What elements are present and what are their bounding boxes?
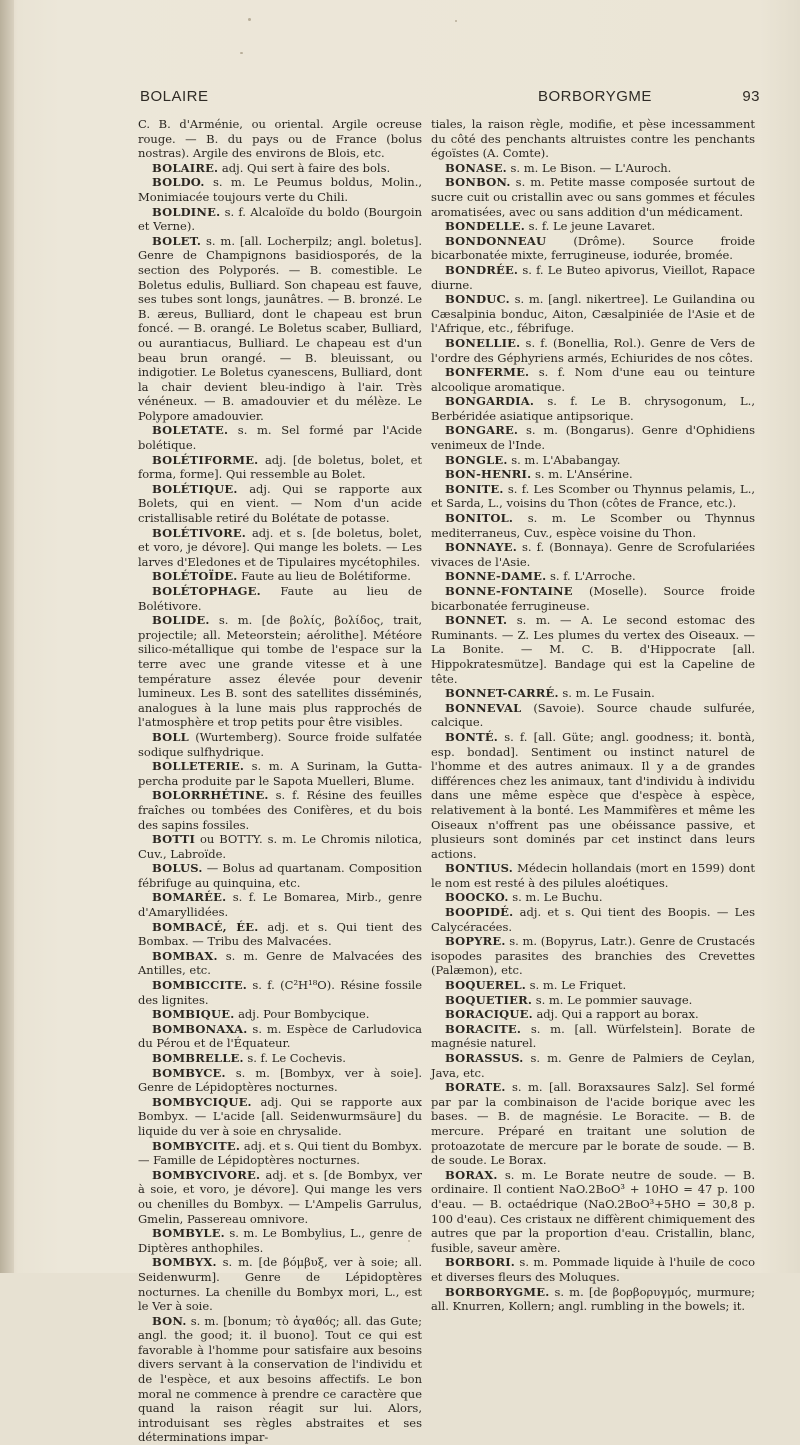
entry-headword: BONELLIE. (445, 335, 521, 350)
entry-definition: s. m. Le Buchu. (512, 890, 603, 905)
left-column (138, 117, 422, 1445)
entry-definition: (Wurtemberg). Source froide sulfatée sodique sulfhydrique. (138, 729, 422, 759)
entry-headword: BOLAIRE. (152, 160, 219, 175)
dictionary-entry (431, 117, 755, 161)
entry-definition: s. m. [angl. nikertree]. Le Guilandina ou Cæsalpinia bonduc, Aiton, Cæsalpiniée de l'Asie et de l'Afrique, etc., fébrifuge. (431, 292, 756, 336)
entry-headword: BONNE-DAME. (445, 569, 547, 584)
book-spine-shadow (0, 0, 14, 1273)
entry-definition: adj. Qui se rapporte aux Bombyx. — L'acide [all. Seidenwurmsäure] du liquide du ver à soie en chrysalide. (138, 1094, 422, 1138)
entry-headword: BONTÉ. (445, 729, 498, 744)
entry-definition: s. m. Le Friquet. (529, 978, 627, 993)
entry-headword: BOTTI (152, 832, 196, 847)
entry-headword: BOLLETERIE. (152, 759, 245, 774)
entry-headword: BONASE. (445, 160, 507, 175)
entry-definition: adj. Pour Bombycique. (238, 1007, 370, 1022)
entry-definition: s. m. Le Bison. — L'Auroch. (510, 160, 672, 175)
entry-definition: s. f. Le Cochevis. (247, 1051, 346, 1065)
dictionary-entry (431, 993, 755, 1008)
entry-definition: adj. Qui a rapport au borax. (536, 1007, 699, 1022)
entry-headword: BOMBYCE. (152, 1065, 226, 1080)
entry-headword: BONNEVAL (445, 700, 522, 715)
dictionary-entry (138, 730, 422, 759)
header-left-guideword: BOLAIRE (140, 88, 209, 105)
entry-definition: tiales, la raison règle, modifie, et pèse incessamment du côté des penchants altruistes contre les penchants égoïstes (A. Comte). (431, 117, 755, 161)
entry-headword: BORBORI. (445, 1255, 515, 1270)
entry-definition: s. f. Alcaloïde du boldo (Bourgoin et Verne). (138, 204, 422, 234)
entry-headword: BONDRÉE. (445, 262, 519, 277)
entry-definition: s. m. Espèce de Carludovica du Pérou et de l'Équateur. (138, 1021, 422, 1051)
dictionary-entry (138, 949, 422, 978)
entry-definition: s. m. Genre de Malvacées des Antilles, etc. (138, 948, 423, 978)
entry-definition: s. m. [all. Locherpilz; angl. boletus]. Genre de Champignons basidiosporés, de la section des Polyporés. — B. comestible. Le Boletus edulis, Bulliard. Son chapeau est fauve, ses tubes sont longs, jaunâtres. — B. bronzé. Le B. æreus, Bulliard, dont le chapeau est brun foncé. — B. orangé. Le Boletus scaber, Bulliard, ou aurantiacus, Bulliard. Le chapeau est d'un beau brun orangé. — B. bleuissant, ou indigotier. Le Boletus cyanescens, Bulliard, dont la chair devient bleu-indigo à l'air. Très vénéneux. — B. amadouvier et du mélèze. Le Polypore amadouvier. (138, 233, 422, 423)
dictionary-entry (138, 117, 422, 161)
entry-headword: BOMBYCITE. (152, 1138, 241, 1153)
dictionary-entry (431, 511, 755, 540)
entry-headword: BONNET. (445, 613, 508, 628)
dictionary-entry (431, 453, 755, 468)
page-number: 93 (742, 88, 760, 105)
dictionary-entry (431, 934, 755, 978)
entry-headword: BONNE-FONTAINE (445, 584, 573, 598)
dictionary-entry (431, 365, 755, 394)
dictionary-entry (431, 336, 755, 365)
entry-headword: BOLETATE. (152, 423, 229, 438)
entry-definition: Faute au lieu de Bolétiforme. (241, 569, 411, 584)
entry-definition: s. f. [all. Güte; angl. goodness; it. bontà, esp. bondad]. Sentiment ou instinct naturel de l'homme et des autres animaux. Il y a de grandes différences chez les animaux, tant d'individu à individu dans une même espèce que d'espèce à espèce, relativement à la bonté. Les Mammifères et même les Oiseaux n'offrent pas une obéissance passive, et plusieurs sont dominés par cet instinct dans leurs actions. (431, 729, 755, 861)
entry-definition: s. m. L'Ansérine. (534, 467, 633, 482)
entry-definition: Faute au lieu de Bolétivore. (138, 584, 422, 613)
dictionary-entry (431, 175, 755, 219)
entry-definition: s. m. Sel formé par l'Acide bolétique. (138, 423, 422, 453)
entry-headword: BORASSUS. (445, 1051, 524, 1065)
entry-headword: BORACIQUE. (445, 1007, 533, 1022)
dictionary-entry (138, 1051, 422, 1066)
entry-definition: s. m. Le Fusain. (562, 686, 655, 701)
dictionary-entry (431, 569, 755, 584)
entry-definition: s. m. Le Bombylius, L., genre de Diptères anthophiles. (138, 1226, 422, 1255)
dictionary-entry (431, 1051, 755, 1080)
entry-headword: BOMBYLE. (152, 1226, 225, 1241)
entry-definition: adj. Qui se rapporte aux Bolets, qui en vient. — Nom d'un acide cristallisable retiré du Bolétate de potasse. (138, 481, 422, 526)
entry-headword: BOMBYCIVORE. (152, 1167, 261, 1182)
entry-headword: BOMBRELLE. (152, 1051, 244, 1065)
entry-headword: BONNAYE. (445, 540, 517, 555)
entry-headword: BOPYRE. (445, 934, 506, 949)
entry-definition: adj. et s. Qui tient du Bombyx. — Famille de Lépidoptères nocturnes. (138, 1138, 422, 1168)
entry-definition: adj. et s. [de Bombyx, ver à soie, et voro, je dévore]. Qui mange les vers ou chenilles du Bombyx. — L'Ampelis Garrulus, Gmelin, Passereau omnivore. (138, 1167, 423, 1226)
dictionary-entry (431, 423, 755, 452)
entry-definition: (Drôme). Source froide bicarbonatée mixte, ferrugineuse, iodurée, bromée. (431, 233, 756, 263)
entry-headword: BOLÉTIFORME. (152, 452, 259, 467)
entry-definition: s. f. Nom d'une eau ou teinture alcoolique aromatique. (431, 365, 756, 394)
entry-definition: s. m. [all. Boraxsaures Salz]. Sel formé par par la combinaison de l'acide borique avec les bases. — B. de magnésie. Le Boracite. — B. de mercure. Préparé en traitant une solution de protoazotate de mercure par le borate de soude. — B. de soude. Le Borax. (431, 1080, 755, 1168)
entry-headword: BOLDINE. (152, 204, 221, 219)
entry-headword: BOLÉTOPHAGE. (152, 584, 261, 598)
dictionary-entry (138, 861, 422, 890)
entry-headword: BOMBYX. (152, 1255, 217, 1270)
entry-definition: s. m. [de βόμβυξ, ver à soie; all. Seidenwurm]. Genre de Lépidoptères nocturnes. La chenille du Bombyx mori, L., est le Ver à soie. (138, 1255, 422, 1314)
entry-headword: BOLDO. (152, 175, 205, 190)
entry-headword: BOOCKO. (445, 890, 509, 905)
entry-definition: s. m. Petite masse composée surtout de sucre cuit ou cristallin avec ou sans gommes et fécules aromatisées, avec ou sans addition d'un médicament. (431, 175, 755, 219)
dictionary-entry (138, 1066, 422, 1095)
entry-headword: BOMBIQUE. (152, 1007, 235, 1022)
entry-headword: BOMBAX. (152, 948, 218, 963)
entry-headword: BOOPIDÉ. (445, 905, 514, 920)
entry-headword: BONDELLE. (445, 219, 525, 234)
dictionary-entry (138, 920, 422, 949)
entry-headword: BORATE. (445, 1080, 506, 1095)
entry-headword: BOMBONAXA. (152, 1021, 248, 1036)
dictionary-entry (138, 205, 422, 234)
running-header (140, 88, 760, 112)
dictionary-entry (431, 1007, 755, 1022)
dictionary-entry (138, 832, 422, 861)
dictionary-entry (431, 467, 755, 482)
dictionary-entry (431, 263, 755, 292)
dictionary-entry (138, 1226, 422, 1255)
entry-definition: Médecin hollandais (mort en 1599) dont le nom est resté à des pilules aloétiques. (431, 861, 756, 890)
dictionary-entry (431, 584, 755, 613)
right-column (431, 117, 755, 1314)
dictionary-entry (138, 759, 422, 788)
entry-definition: s. m. [all. Würfelstein]. Borate de magnésie naturel. (431, 1021, 756, 1051)
entry-headword: BONGARE. (445, 423, 519, 438)
entry-definition: (Moselle). Source froide bicarbonatée ferrugineuse. (431, 584, 756, 613)
dictionary-entry (138, 1139, 422, 1168)
dictionary-entry (431, 978, 755, 993)
dictionary-entry (138, 1007, 422, 1022)
entry-headword: BORACITE. (445, 1021, 522, 1036)
dictionary-entry (138, 1095, 422, 1139)
dictionary-entry (138, 613, 422, 730)
dictionary-entry (431, 730, 755, 861)
entry-definition: s. f. Le B. chrysogonum, L., Berbéridée asiatique antipsorique. (431, 394, 755, 423)
entry-headword: BOMARÉE. (152, 890, 227, 905)
entry-headword: BONDONNEAU (445, 233, 547, 248)
entry-definition: adj. et s. Qui tient des Boopis. — Les Calycéracées. (431, 905, 755, 934)
entry-definition: s. m. [de βολίς, βολίδος, trait, projectile; all. Meteorstein; aérolithe]. Météore silico-métallique qui tombe de l'espace sur la terre avec une grande vitesse et à une température assez élevée pour devenir lumineux. Les B. sont des satellites disséminés, analogues à la lune mais plus rapprochés de l'atmosphère et trop petits pour être visibles. (138, 613, 422, 730)
dictionary-entry (138, 890, 422, 919)
entry-headword: BOMBACÉ, ÉE. (152, 919, 259, 934)
entry-definition: s. m. L'Ababangay. (511, 452, 621, 467)
entry-headword: BOMBICCITE. (152, 978, 247, 993)
dictionary-entry (138, 161, 422, 176)
entry-definition: s. f. Le jeune Lavaret. (528, 219, 656, 234)
entry-definition: C. B. d'Arménie, ou oriental. Argile ocreuse rouge. — B. du pays ou de France (bolus nostras). Argile des environs de Blois, etc. (138, 117, 422, 161)
entry-headword: BOQUETIER. (445, 992, 533, 1007)
dictionary-entry (431, 1255, 755, 1284)
entry-definition: s. f. Le Buteo apivorus, Vieillot, Rapace diurne. (431, 262, 755, 292)
entry-definition: s. f. (Bonellia, Rol.). Genre de Vers de l'ordre des Géphyriens armés, Echiurides de nos côtes. (431, 335, 755, 365)
dictionary-entry (138, 423, 422, 452)
entry-headword: BOLORRHÉTINE. (152, 788, 269, 803)
entry-definition: — Bolus ad quartanam. Composition fébrifuge au quinquina, etc. (138, 861, 423, 890)
entry-definition: s. m. (Bopyrus, Latr.). Genre de Crustacés isopodes parasites des branchies des Crevettes (Palæmon), etc. (431, 934, 755, 978)
dictionary-entry (431, 292, 755, 336)
entry-definition: s. m. Genre de Palmiers de Ceylan, Java, etc. (431, 1051, 756, 1080)
entry-definition: s. m. Le pommier sauvage. (535, 992, 693, 1007)
dictionary-entry (138, 1314, 422, 1445)
entry-definition: s. m. [bonum; τὸ ἀγαθός; all. das Gute; angl. the good; it. il buono]. Tout ce qui est favorable à l'homme pour satisfaire aux besoins divers servant à la conservation de l'individu et de l'espèce, et aux besoins affectifs. Le bon moral ne commence à prendre ce caractère que quand la raison réagit sur lui. Alors, introduisant ses règles abstraites et ses déterminations impar- (138, 1313, 422, 1445)
entry-definition: s. f. Les Scomber ou Thynnus pelamis, L., et Sarda, L., voisins du Thon (côtes de France, etc.). (431, 481, 756, 511)
dictionary-entry (431, 905, 755, 934)
entry-headword: BONITE. (445, 481, 504, 496)
dictionary-entry (431, 234, 755, 263)
entry-headword: BONITOL. (445, 511, 514, 526)
dictionary-entry (431, 161, 755, 176)
entry-definition: adj. Qui sert à faire des bols. (221, 160, 391, 175)
entry-headword: BOMBYCIQUE. (152, 1094, 252, 1109)
entry-definition: adj. et s. Qui tient des Bombax. — Tribu des Malvacées. (138, 919, 422, 949)
dictionary-entry (138, 482, 422, 526)
entry-definition: s. m. Pommade liquide à l'huile de coco et diverses fleurs des Moluques. (431, 1255, 755, 1284)
entry-headword: BORAX. (445, 1167, 498, 1182)
dictionary-entry (138, 788, 422, 832)
dictionary-entry (138, 569, 422, 584)
entry-headword: BORBORYGME. (445, 1284, 550, 1299)
dictionary-entry (431, 1080, 755, 1168)
dictionary-entry (138, 234, 422, 424)
entry-definition: (Savoie). Source chaude sulfurée, calcique. (431, 700, 755, 730)
entry-headword: BON. (152, 1313, 187, 1328)
entry-definition: adj. [de boletus, bolet, et forma, forme]. Qui ressemble au Bolet. (138, 452, 423, 482)
entry-definition: s. m. (Bongarus). Genre d'Ophidiens venimeux de l'Inde. (431, 423, 755, 453)
entry-headword: BONNET-CARRÉ. (445, 686, 559, 701)
dictionary-entry (138, 1168, 422, 1226)
dictionary-entry (431, 861, 755, 890)
entry-headword: BOLÉTIVORE. (152, 525, 247, 540)
entry-definition: s. f. L'Arroche. (549, 569, 636, 584)
entry-definition: s. m. Le Borate neutre de soude. — B. ordinaire. Il contient NaO.2BoO³ + 10HO = 47 p. 100 d'eau. — B. octaédrique (NaO.2BoO³+5HO = 30,8 p. 100 d'eau). Ces cristaux ne diffèrent chimiquement des autres que par la proportion d'eau. Cristallin, blanc, fusible, saveur amère. (431, 1167, 755, 1255)
entry-headword: BONGARDIA. (445, 394, 535, 409)
entry-headword: BOLÉTIQUE. (152, 481, 238, 496)
entry-definition: s. f. Résine des feuilles fraîches ou tombées des Conifères, et du bois des sapins fossiles. (138, 788, 423, 832)
entry-headword: BOLIDE. (152, 613, 210, 628)
header-right-guideword: BORBORYGME (538, 88, 652, 105)
entry-definition: s. m. A Surinam, la Gutta-percha produite par le Sapota Muelleri, Blume. (138, 759, 422, 788)
entry-headword: BOLET. (152, 233, 202, 248)
entry-definition: ou BOTTY. s. m. Le Chromis nilotica, Cuv., Labroïde. (138, 832, 422, 861)
dictionary-entry (138, 978, 422, 1007)
entry-headword: BOLÉTOÏDE. (152, 569, 238, 584)
entry-headword: BONGLE. (445, 452, 508, 467)
entry-definition: s. m. Le Scomber ou Thynnus mediterraneus, Cuv., espèce voisine du Thon. (431, 511, 755, 540)
dictionary-entry (138, 584, 422, 613)
entry-headword: BON-HENRI. (445, 467, 532, 482)
entry-definition: adj. et s. [de boletus, bolet, et voro, je dévore]. Qui mange les bolets. — Les larves d'Eledones et de Tipulaires mycétophiles. (138, 525, 422, 569)
dictionary-entry (431, 613, 755, 686)
entry-headword: BONTIUS. (445, 861, 513, 876)
dictionary-entry (431, 1022, 755, 1051)
entry-definition: s. f. (C²H¹⁸O). Résine fossile des lignites. (138, 978, 423, 1007)
dictionary-entry (431, 482, 755, 511)
entry-headword: BOLL (152, 729, 189, 744)
dictionary-entry (431, 1168, 755, 1256)
entry-headword: BOQUEREL. (445, 978, 526, 993)
dictionary-entry (138, 1255, 422, 1313)
dictionary-entry (431, 686, 755, 701)
entry-definition: s. f. Le Bomarea, Mirb., genre d'Amaryllidées. (138, 890, 423, 920)
entry-headword: BONDUC. (445, 292, 510, 307)
entry-definition: s. m. — A. Le second estomac des Ruminants. — Z. Les plumes du vertex des Oiseaux. — La Bonite. — M. C. B. d'Hippocrate [all. Hippokratesmütze]. Bandage qui est la Capeline de tête. (431, 613, 756, 686)
entry-headword: BOLUS. (152, 861, 203, 876)
dictionary-entry (431, 701, 755, 730)
entry-definition: s. m. [de βορβορυγμός, murmure; all. Knurren, Kollern; angl. rumbling in the bowels; it. (431, 1284, 756, 1314)
dictionary-entry (431, 394, 755, 423)
dictionary-entry (138, 175, 422, 204)
dictionary-entry (431, 540, 755, 569)
dictionary-entry (138, 453, 422, 482)
entry-definition: s. f. (Bonnaya). Genre de Scrofulariées vivaces de l'Asie. (431, 540, 756, 569)
dictionary-entry (431, 219, 755, 234)
dictionary-entry (138, 526, 422, 570)
dictionary-entry (431, 890, 755, 905)
entry-definition: s. m. [Bombyx, ver à soie]. Genre de Lépidoptères nocturnes. (138, 1065, 422, 1095)
entry-definition: s. m. Le Peumus boldus, Molin., Monimiacée toujours verte du Chili. (138, 175, 423, 204)
dictionary-entry (138, 1022, 422, 1051)
dictionary-entry (431, 1285, 755, 1314)
entry-headword: BONFERME. (445, 365, 530, 380)
entry-headword: BONBON. (445, 175, 511, 190)
